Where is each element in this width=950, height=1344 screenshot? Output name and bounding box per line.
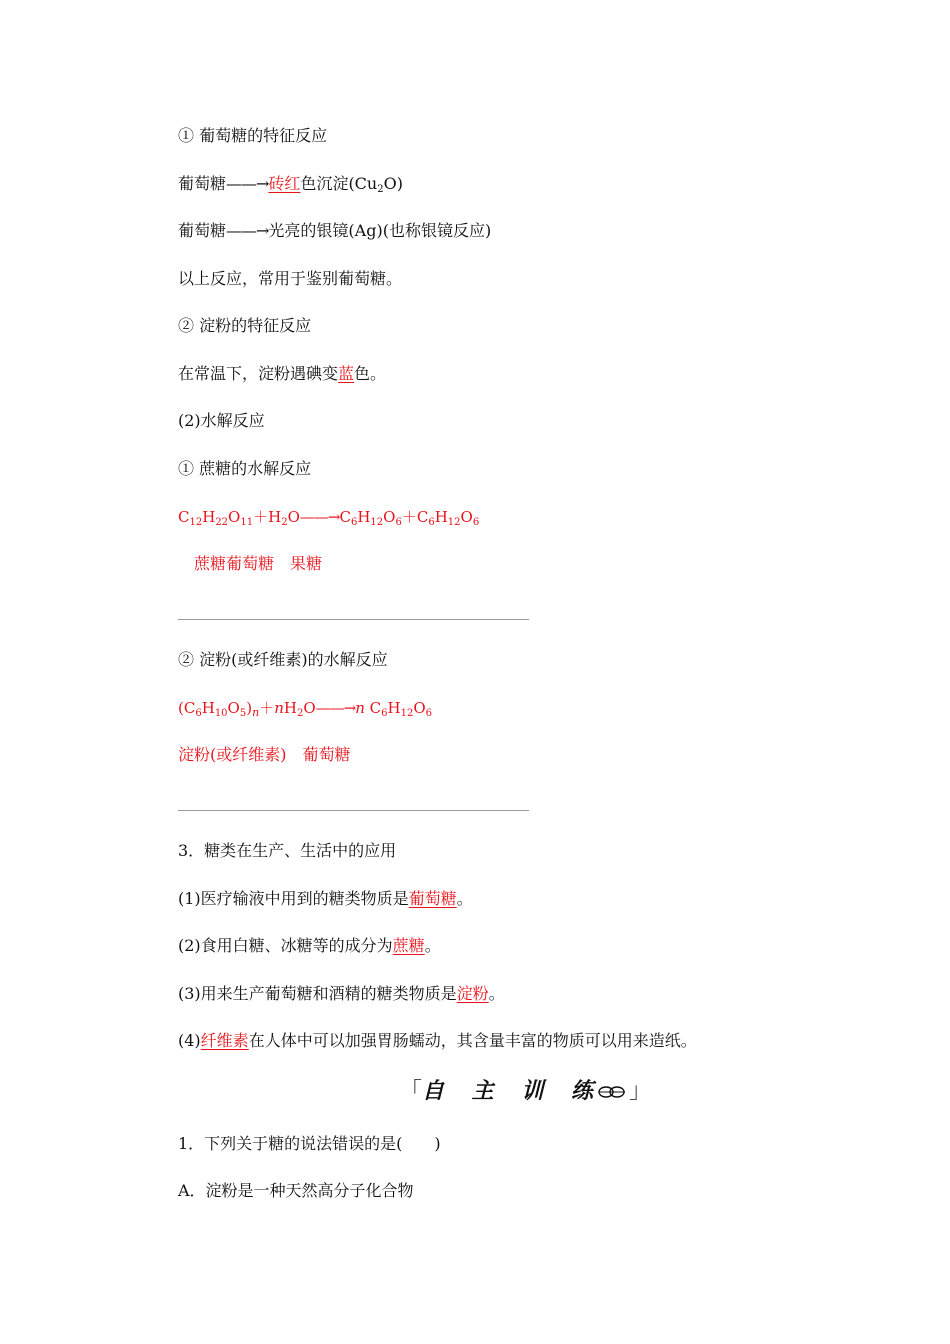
paragraph: 以上反应，常用于鉴别葡萄糖。	[178, 269, 403, 288]
sucrose-hydrolysis-equation: $C_{12}H_{22}O_{11}+H_2O——\to C_6H_{12}O_6+C_6H_{12}O_6$	[178, 508, 480, 528]
application-item-4: (4)纤维素在人体中可以加强胃肠蠕动，其含量丰富的物质可以用来造纸。	[178, 1031, 697, 1050]
glucose-silver-reaction: 葡萄糖——→光亮的银镜(Ag)(也称银镜反应)	[178, 221, 492, 240]
sucrose-equation-labels: 蔗糖葡萄糖 果糖	[194, 554, 323, 573]
answer-blank: 砖红	[268, 174, 301, 193]
ornament-icon	[597, 1084, 627, 1100]
question-1: 1．下列关于糖的说法错误的是( )	[178, 1134, 441, 1153]
reaction-heading-glucose: ① 葡萄糖的特征反应	[178, 126, 328, 145]
divider	[178, 810, 529, 811]
starch-iodine-text: 在常温下，淀粉遇碘变蓝色。	[178, 364, 387, 383]
divider	[178, 619, 529, 620]
glucose-copper-reaction: 葡萄糖——→砖红色沉淀$(Cu_2O)$	[178, 174, 403, 195]
answer-blank: 蓝	[338, 364, 355, 383]
section-heading-applications: 3．糖类在生产、生活中的应用	[178, 841, 397, 860]
reaction-heading-starch-hydrolysis: ② 淀粉(或纤维素)的水解反应	[178, 650, 388, 669]
section-title	[400, 1078, 651, 1106]
bracket-close: 」	[629, 1079, 652, 1104]
answer-blank: 纤维素	[200, 1031, 249, 1050]
reaction-heading-starch: ② 淀粉的特征反应	[178, 316, 312, 335]
answer-blank: 葡萄糖	[408, 889, 457, 908]
application-item-1: (1)医疗输液中用到的糖类物质是葡萄糖。	[178, 889, 473, 908]
arrow: ——→	[226, 174, 269, 193]
arrow: ——→	[299, 508, 340, 526]
starch-equation-labels: 淀粉(或纤维素) 葡萄糖	[178, 745, 351, 764]
section-heading-hydrolysis: (2)水解反应	[178, 411, 265, 430]
bracket-open: 「	[400, 1079, 423, 1104]
answer-blank: 蔗糖	[392, 936, 425, 955]
starch-hydrolysis-equation: $(C_6H_{10}O_5)_n+nH_2O——\to n$ $C_6H_{12}O_6$	[178, 699, 433, 719]
answer-blank: 淀粉	[456, 984, 489, 1003]
question-1-option-a: A．淀粉是一种天然高分子化合物	[178, 1181, 414, 1200]
section-title-text: 自 主 训 练	[422, 1079, 603, 1104]
arrow: ——→	[226, 221, 269, 240]
reaction-heading-sucrose: ① 蔗糖的水解反应	[178, 459, 312, 478]
arrow: ——→	[315, 699, 356, 717]
application-item-3: (3)用来生产葡萄糖和酒精的糖类物质是淀粉。	[178, 984, 505, 1003]
application-item-2: (2)食用白糖、冰糖等的成分为蔗糖。	[178, 936, 441, 955]
